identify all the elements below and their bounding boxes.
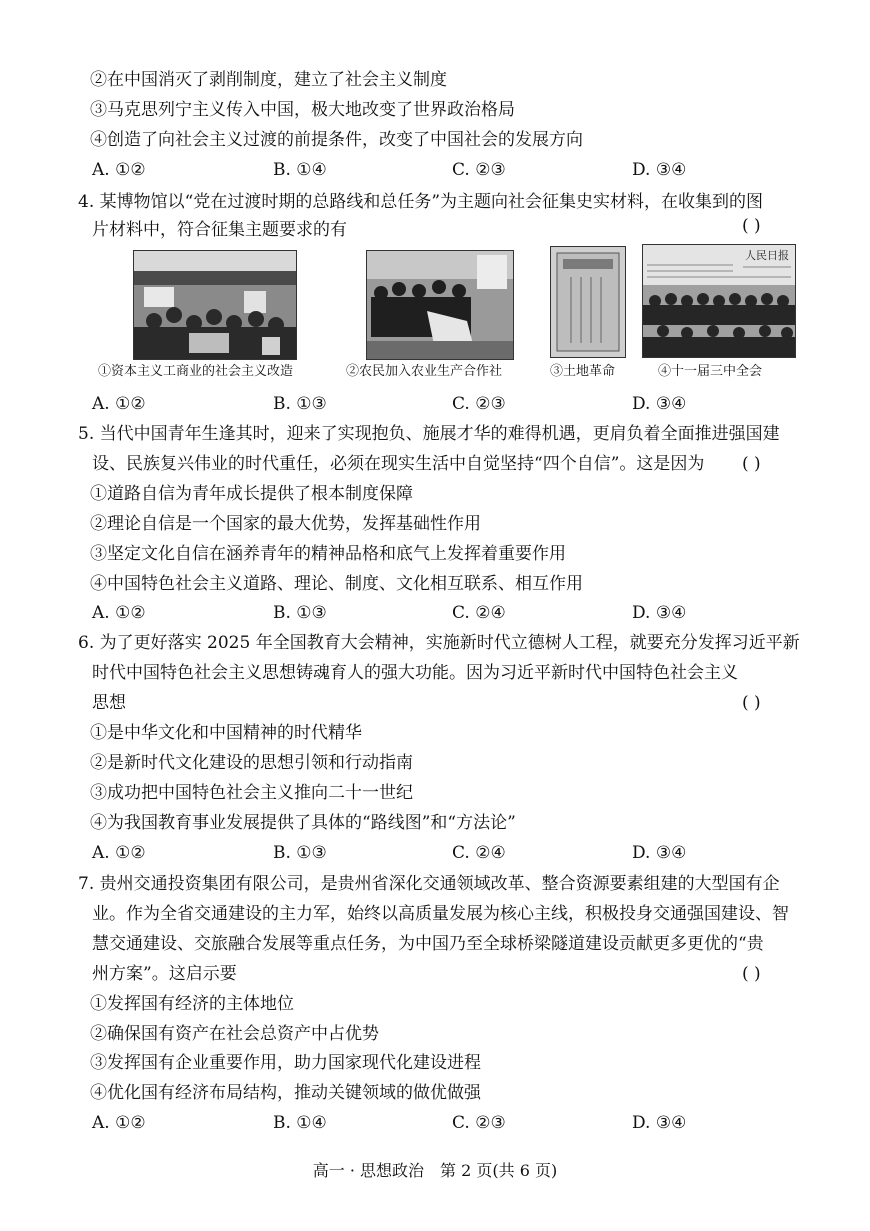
q7-statement-1: ①发挥国有经济的主体地位 xyxy=(90,994,294,1014)
q3-option-d: D. ③④ xyxy=(632,160,687,180)
q6-option-c: C. ②④ xyxy=(452,843,506,863)
q4-answer-bracket: ( ) xyxy=(742,216,761,236)
caption-photo-2: ②农民加入农业生产合作社 xyxy=(346,364,503,379)
q6-option-d: D. ③④ xyxy=(632,843,687,863)
q7-stem-line-1: 7. 贵州交通投资集团有限公司，是贵州省深化交通领域改革、整合资源要素组建的大型国有企 xyxy=(78,874,780,894)
q5-statement-4: ④中国特色社会主义道路、理论、制度、文化相互联系、相互作用 xyxy=(90,574,583,594)
q3-statement-2: ②在中国消灭了剥削制度，建立了社会主义制度 xyxy=(90,70,447,90)
q6-option-a: A. ①② xyxy=(92,843,146,863)
q7-stem-line-3: 慧交通建设、交旅融合发展等重点任务，为中国乃至全球桥梁隧道建设贡献更多更优的“贵 xyxy=(92,934,764,954)
q5-option-d: D. ③④ xyxy=(632,603,687,623)
q6-stem-line-2: 时代中国特色社会主义思想铸魂育人的强大功能。因为习近平新时代中国特色社会主义 xyxy=(92,663,738,683)
q6-stem-line-1: 6. 为了更好落实 2025 年全国教育大会精神，实施新时代立德树人工程，就要充分发挥习近平新 xyxy=(78,633,800,653)
q3-option-c: C. ②③ xyxy=(452,160,506,180)
q5-answer-bracket: ( ) xyxy=(742,454,761,474)
q7-statement-3: ③发挥国有企业重要作用，助力国家现代化建设进程 xyxy=(90,1053,481,1073)
q7-statement-4: ④优化国有经济布局结构，推动关键领域的做优做强 xyxy=(90,1083,481,1103)
q4-option-a: A. ①② xyxy=(92,394,146,414)
q7-stem-line-2: 业。作为全省交通建设的主力军，始终以高质量发展为核心主线，积极投身交通强国建设、智 xyxy=(92,904,789,924)
q6-answer-bracket: ( ) xyxy=(742,693,761,713)
q6-stem-line-3: 思想 xyxy=(92,693,126,713)
caption-photo-1: ①资本主义工商业的社会主义改造 xyxy=(98,364,294,379)
q7-option-b: B. ①④ xyxy=(273,1113,327,1133)
q4-option-c: C. ②③ xyxy=(452,394,506,414)
q3-statement-3: ③马克思列宁主义传入中国，极大地改变了世界政治格局 xyxy=(90,100,515,120)
photo-commerce-reform xyxy=(133,250,297,360)
q5-option-a: A. ①② xyxy=(92,603,146,623)
q5-statement-3: ③坚定文化自信在涵养青年的精神品格和底气上发挥着重要作用 xyxy=(90,544,566,564)
q3-statement-4: ④创造了向社会主义过渡的前提条件，改变了中国社会的发展方向 xyxy=(90,130,583,150)
q4-stem-line-2: 片材料中，符合征集主题要求的有 xyxy=(92,220,347,240)
q7-option-d: D. ③④ xyxy=(632,1113,687,1133)
q6-statement-4: ④为我国教育事业发展提供了具体的“路线图”和“方法论” xyxy=(90,813,516,833)
caption-photo-4: ④十一届三中全会 xyxy=(658,364,763,379)
q5-stem-line-1: 5. 当代中国青年生逢其时，迎来了实现抱负、施展才华的难得机遇，更肩负着全面推进强国建 xyxy=(78,424,780,444)
caption-photo-3: ③土地革命 xyxy=(550,364,616,379)
q5-statement-2: ②理论自信是一个国家的最大优势，发挥基础性作用 xyxy=(90,514,481,534)
photo-third-plenary-session xyxy=(642,244,796,358)
q7-statement-2: ②确保国有资产在社会总资产中占优势 xyxy=(90,1024,379,1044)
q7-stem-line-4: 州方案”。这启示要 xyxy=(92,964,237,984)
q4-option-b: B. ①③ xyxy=(273,394,327,414)
q6-statement-3: ③成功把中国特色社会主义推向二十一世纪 xyxy=(90,783,413,803)
q7-option-a: A. ①② xyxy=(92,1113,146,1133)
q5-stem-line-2: 设、民族复兴伟业的时代重任，必须在现实生活中自觉坚持“四个自信”。这是因为 xyxy=(92,454,705,474)
q6-option-b: B. ①③ xyxy=(273,843,327,863)
q3-option-b: B. ①④ xyxy=(273,160,327,180)
q5-option-b: B. ①③ xyxy=(273,603,327,623)
q4-stem-line-1: 4. 某博物馆以“党在过渡时期的总路线和总任务”为主题向社会征集史实材料，在收集到的图 xyxy=(78,192,764,212)
q4-option-d: D. ③④ xyxy=(632,394,687,414)
photo4-header-text: 人民日报 xyxy=(745,249,789,262)
page-footer: 高一 · 思想政治 第 2 页(共 6 页) xyxy=(312,1161,558,1180)
q7-answer-bracket: ( ) xyxy=(742,964,761,984)
photo-agricultural-cooperative xyxy=(366,250,514,360)
q5-statement-1: ①道路自信为青年成长提供了根本制度保障 xyxy=(90,484,413,504)
q7-option-c: C. ②③ xyxy=(452,1113,506,1133)
q5-option-c: C. ②④ xyxy=(452,603,506,623)
q6-statement-2: ②是新时代文化建设的思想引领和行动指南 xyxy=(90,753,413,773)
q6-statement-1: ①是中华文化和中国精神的时代精华 xyxy=(90,723,362,743)
photo-land-revolution-document xyxy=(550,246,626,358)
q3-option-a: A. ①② xyxy=(92,160,146,180)
